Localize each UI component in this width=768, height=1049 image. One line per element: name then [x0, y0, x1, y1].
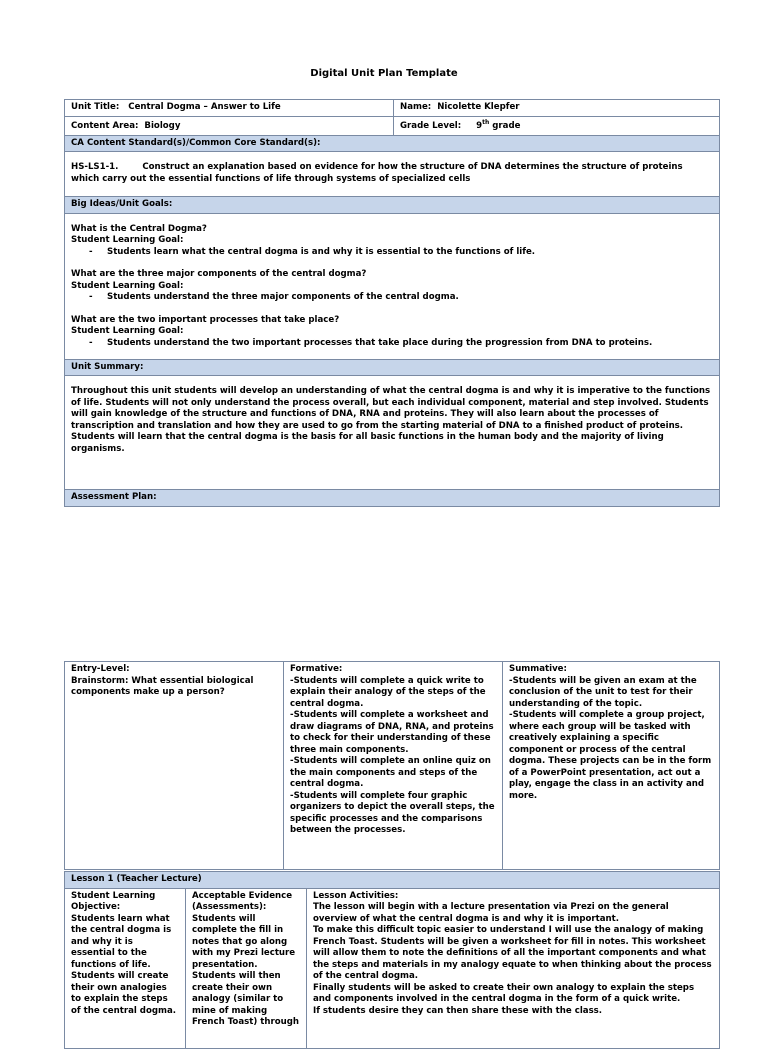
assessment-heading: Assessment Plan:: [65, 490, 720, 507]
lesson-1-row: [65, 888, 720, 1048]
goal-label: Student Learning Goal:: [71, 326, 184, 336]
formative-heading: Formative:: [290, 664, 343, 674]
activity-item: If students desire they can then share these with the class.: [313, 1005, 603, 1016]
lesson-1-heading-row: [65, 872, 720, 889]
goal-question: What are the two important processes that take place?: [71, 314, 340, 325]
summative-cell: [503, 662, 720, 870]
goal-label: Student Learning Goal:: [71, 235, 184, 245]
standards-heading-row: [65, 135, 720, 152]
formative-item: -Students will complete a quick write to explain their analogy of the steps of the central dogma.: [290, 675, 486, 709]
content-area-value: Biology: [144, 121, 181, 131]
unit-plan-table: [64, 99, 720, 507]
standards-heading: CA Content Standard(s)/Common Core Standard(s):: [65, 135, 720, 152]
content-area-label: Content Area:: [71, 121, 139, 131]
activities-heading: Lesson Activities:: [313, 890, 399, 901]
formative-item: -Students will complete an online quiz on the main components and steps of the central dogma.: [290, 756, 491, 789]
grade-level-number: 9: [476, 121, 483, 131]
name-cell: [394, 100, 720, 117]
unit-title-cell: [65, 100, 394, 117]
unit-title-value: Central Dogma – Answer to Life: [128, 102, 281, 112]
summative-item: -Students will complete a group project, where each group will be tasked with creatively explaining a specific component or process of the central dogma. These projects can be in the form of a PowerPoint presentation, act out a play, engage the class in an activity and more.: [509, 710, 712, 801]
objective-cell: [65, 888, 186, 1048]
evidence-text: Students will complete the fill in notes that go along with my Prezi lecture presentation. Students will then create their own analogy (similar to mine of making French Toast) through: [192, 913, 300, 1027]
entry-level-text: Brainstorm: What essential biological components make up a person?: [71, 675, 254, 697]
standard-code: HS-LS1-1.: [71, 162, 119, 172]
summative-heading: Summative:: [509, 664, 567, 674]
assessment-row: [65, 662, 720, 870]
activity-item: The lesson will begin with a lecture presentation via Prezi on the general overview of what the central dogma is and why it is important.: [313, 902, 669, 924]
standards-cell: [65, 152, 720, 197]
evidence-cell: [186, 888, 307, 1048]
big-ideas-heading: Big Ideas/Unit Goals:: [65, 197, 720, 214]
formative-item: -Students will complete four graphic organizers to depict the overall steps, the specific processes and the comparisons between the processes.: [290, 790, 495, 835]
unit-summary-heading: Unit Summary:: [65, 359, 720, 376]
goal-label: Student Learning Goal:: [71, 280, 184, 291]
goal-question: What is the Central Dogma?: [71, 223, 207, 234]
unit-summary-text: Throughout this unit students will develop an understanding of what the central dogma is and why it is imperative to the functions of life. Students will not only understand the process overall, but each individual component, material and step involved. Students will gain knowledge of the structure and functions of DNA, RNA and proteins. They will also learn about the processes of transcription and translation and how they are used to go from the starting material of DNA to a finished product of proteins. Students will learn that the central dogma is the basis for all basic functions in the human body and the majority of living organisms.: [65, 376, 720, 490]
unit-summary-row: [65, 376, 720, 490]
goal-item: - Students learn what the central dogma is and why it is essential to the functions of life.: [89, 247, 713, 259]
lesson-1-heading: Lesson 1 (Teacher Lecture): [65, 872, 720, 889]
unit-title-label: Unit Title:: [71, 102, 120, 112]
formative-item: -Students will complete a worksheet and draw diagrams of DNA, RNA, and proteins to check for their understanding of these three main components.: [290, 710, 494, 755]
goal-item: - Students understand the two important processes that take place during the progression from DNA to proteins.: [89, 338, 713, 350]
grade-level-word: grade: [492, 121, 521, 131]
objective-heading: Student Learning Objective:: [71, 890, 156, 912]
name-label: Name:: [400, 102, 432, 112]
big-ideas-row: [65, 213, 720, 359]
objective-text: Students learn what the central dogma is and why it is essential to the functions of life. Students will create their own analogies to explain the steps of the central dogma.: [71, 913, 177, 1016]
entry-level-heading: Entry-Level:: [71, 664, 130, 674]
evidence-heading: Acceptable Evidence (Assessments):: [192, 890, 293, 912]
big-ideas-heading-row: [65, 197, 720, 214]
grade-level-suffix: th: [482, 119, 490, 127]
activity-item: Finally students will be asked to create their own analogy to explain the steps and components involved in the central dogma in the form of a quick write.: [313, 982, 695, 1004]
summative-item: -Students will be given an exam at the conclusion of the unit to test for their understanding of the topic.: [509, 675, 697, 709]
goal-item: - Students understand the three major components of the central dogma.: [89, 292, 713, 304]
standards-row: [65, 152, 720, 197]
entry-level-cell: [65, 662, 284, 870]
grade-level-label: Grade Level:: [400, 121, 462, 131]
assessment-heading-row: [65, 490, 720, 507]
activity-item: To make this difficult topic easier to understand I will use the analogy of making French Toast. Students will be given a worksheet for fill in notes. This worksheet will allow them to note the definitions of all the important components and what the steps and materials in my analogy equate to when thinking about the process of the central dogma.: [313, 925, 712, 981]
name-value: Nicolette Klepfer: [437, 102, 520, 112]
unit-summary-heading-row: [65, 359, 720, 376]
standard-text: Construct an explanation based on evidence for how the structure of DNA determines the structure of proteins which carry out the essential functions of life through systems of specialized cells: [71, 162, 683, 184]
document-title: Digital Unit Plan Template: [310, 68, 458, 79]
unit-title-row: [65, 100, 720, 117]
formative-cell: [284, 662, 503, 870]
content-area-row: [65, 117, 720, 136]
content-area-cell: [65, 117, 394, 136]
lesson-1-table: [64, 871, 720, 1049]
big-ideas-cell: [65, 213, 720, 359]
grade-level-cell: [394, 117, 720, 136]
assessment-table: [64, 661, 720, 870]
activities-cell: [307, 888, 720, 1048]
goal-question: What are the three major components of the central dogma?: [71, 269, 367, 279]
